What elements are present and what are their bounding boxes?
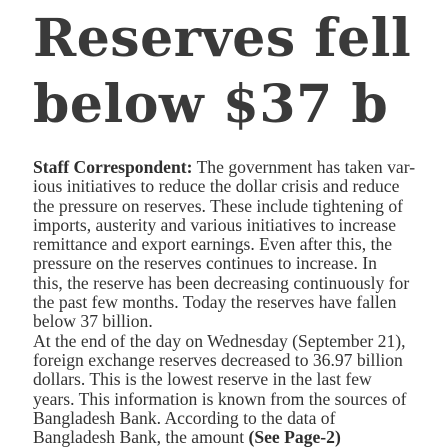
headline-line-1: Reserves fell xyxy=(33,8,412,69)
headline xyxy=(33,6,413,138)
body-line-12: dollars. This is the lowest reserve in the last few xyxy=(33,369,372,390)
continuation-reference[interactable]: (See Page-2) xyxy=(248,427,341,447)
body-line-6: pressure on the reserves continues to increase. In xyxy=(33,253,377,274)
body-line-10: At the end of the day on Wednesday (September 21), xyxy=(33,330,406,351)
body-line-8: the past few months. Today the reserves have fallen xyxy=(33,292,397,313)
body-line-13: years. This information is known from the sources of xyxy=(33,388,407,409)
body-line-7: this, the reserve has been decreasing continuously for xyxy=(33,272,410,293)
body-line-2: ious initiatives to reduce the dollar crisis and reduce xyxy=(33,176,400,197)
article-body xyxy=(33,157,416,447)
byline: Staff Correspondent: xyxy=(33,157,193,177)
body-line-1 xyxy=(33,157,416,177)
body-line-14: Bangladesh Bank. According to the data of xyxy=(33,407,336,428)
body-line-4: imports, austerity and various initiatives to increase xyxy=(33,214,397,235)
body-text-run: The government has taken var- xyxy=(192,157,416,177)
body-line-9: below 37 billion. xyxy=(33,311,153,332)
body-line-15 xyxy=(33,428,389,447)
headline-line-2: below $37 b xyxy=(33,74,389,135)
body-line-11: foreign exchange reserves decreased to 36.97 billion xyxy=(33,349,403,370)
body-line-5: remittance and export earnings. Even after this, the xyxy=(33,234,393,255)
body-text-run: Bangladesh Bank, the amount xyxy=(33,427,249,447)
body-line-3: the pressure on reserves. These include tightening of xyxy=(33,195,404,216)
